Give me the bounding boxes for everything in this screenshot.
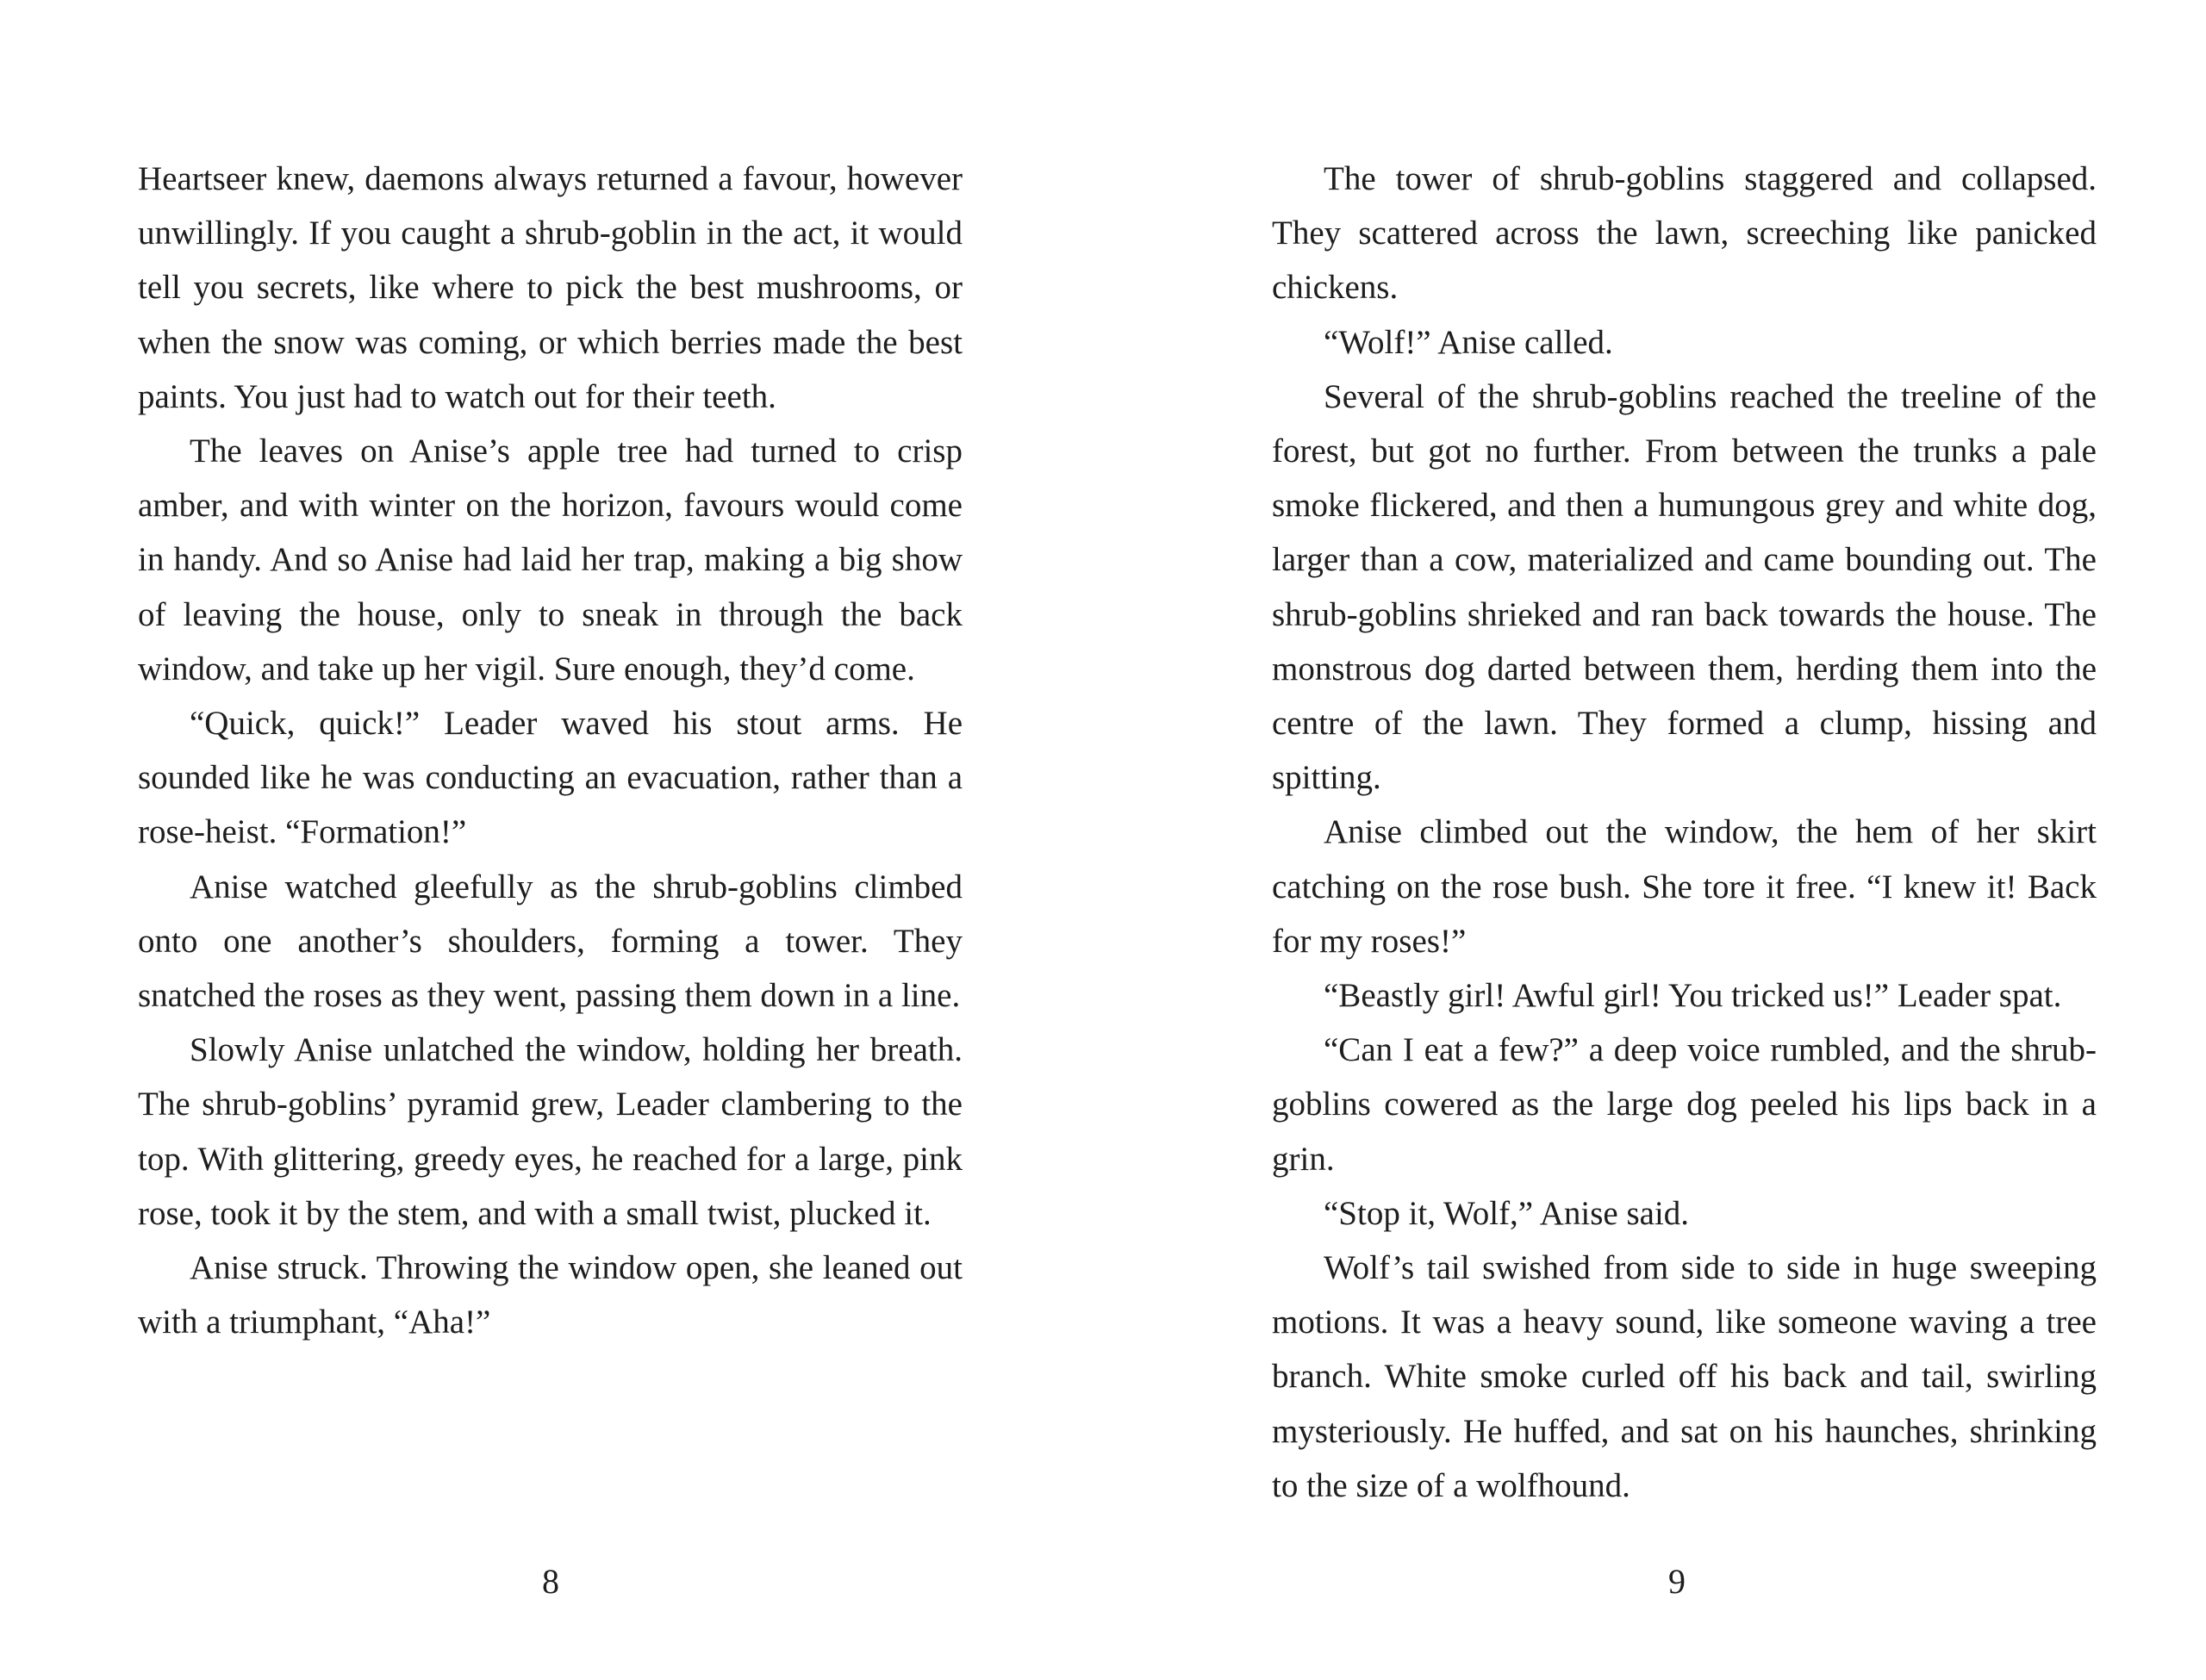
paragraph: “Quick, quick!” Leader waved his stout arms. He sounded like he was conducting an evacuation, rather than a rose-heist. “Formation!” (138, 705, 963, 851)
paragraph: “Beastly girl! Awful girl! You tricked us!” Leader spat. (1324, 977, 2062, 1015)
paragraph: “Wolf!” Anise called. (1324, 323, 1613, 361)
page-number: 9 (1668, 1562, 1686, 1601)
right-page-text (1272, 152, 2097, 1513)
paragraph: “Stop it, Wolf,” Anise said. (1324, 1194, 1690, 1232)
paragraph: Slowly Anise unlatched the window, holding her breath. The shrub-goblins’ pyramid grew, Leader clambering to the top. With glittering, greedy eyes, he reached for a large, pink rose, took it by the stem, and with a small twist, plucked it. (138, 1031, 963, 1232)
paragraph: “Can I eat a few?” a deep voice rumbled, and the shrub-goblins cowered as the large dog peeled his lips back in a grin. (1272, 1031, 2097, 1178)
paragraph: Anise climbed out the window, the hem of her skirt catching on the rose bush. She tore it free. “I knew it! Back for my roses!” (1272, 813, 2097, 960)
paragraph: Several of the shrub-goblins reached the treeline of the forest, but got no further. From between the trunks a pale smoke flickered, and then a humungous grey and white dog, larger than a cow, materialized and came bounding out. The shrub-goblins shrieked and ran back towards the house. The monstrous dog darted between them, herding them into the centre of the lawn. They formed a clump, hissing and spitting. (1272, 377, 2097, 797)
paragraph: Wolf’s tail swished from side to side in huge sweeping motions. It was a heavy sound, like someone waving a tree branch. White smoke curled off his back and tail, swirling mysteriously. He huffed, and sat on his haunches, shrinking to the size of a wolfhound. (1272, 1249, 2097, 1504)
left-page-text (138, 152, 963, 1349)
paragraph: Anise struck. Throwing the window open, she leaned out with a triumphant, “Aha!” (138, 1249, 963, 1341)
paragraph: The leaves on Anise’s apple tree had turned to crisp amber, and with winter on the horizon, favours would come in handy. And so Anise had laid her trap, making a big show of leaving the house, only to sneak in through the back window, and take up her vigil. Sure enough, they’d come. (138, 432, 963, 688)
paragraph: Heartseer knew, daemons always returned a favour, however unwillingly. If you caught a shrub-goblin in the act, it would tell you secrets, like where to pick the best mushrooms, or when the snow was coming, or which berries made the best paints. You just had to watch out for their teeth. (138, 160, 963, 415)
right-page (1103, 0, 2206, 1680)
paragraph: Anise watched gleefully as the shrub-goblins climbed onto one another’s shoulders, forming a tower. They snatched the roses as they went, passing them down in a line. (138, 868, 963, 1015)
paragraph: The tower of shrub-goblins staggered and collapsed. They scattered across the lawn, screeching like panicked chickens. (1272, 160, 2097, 307)
page-number: 8 (542, 1562, 559, 1601)
